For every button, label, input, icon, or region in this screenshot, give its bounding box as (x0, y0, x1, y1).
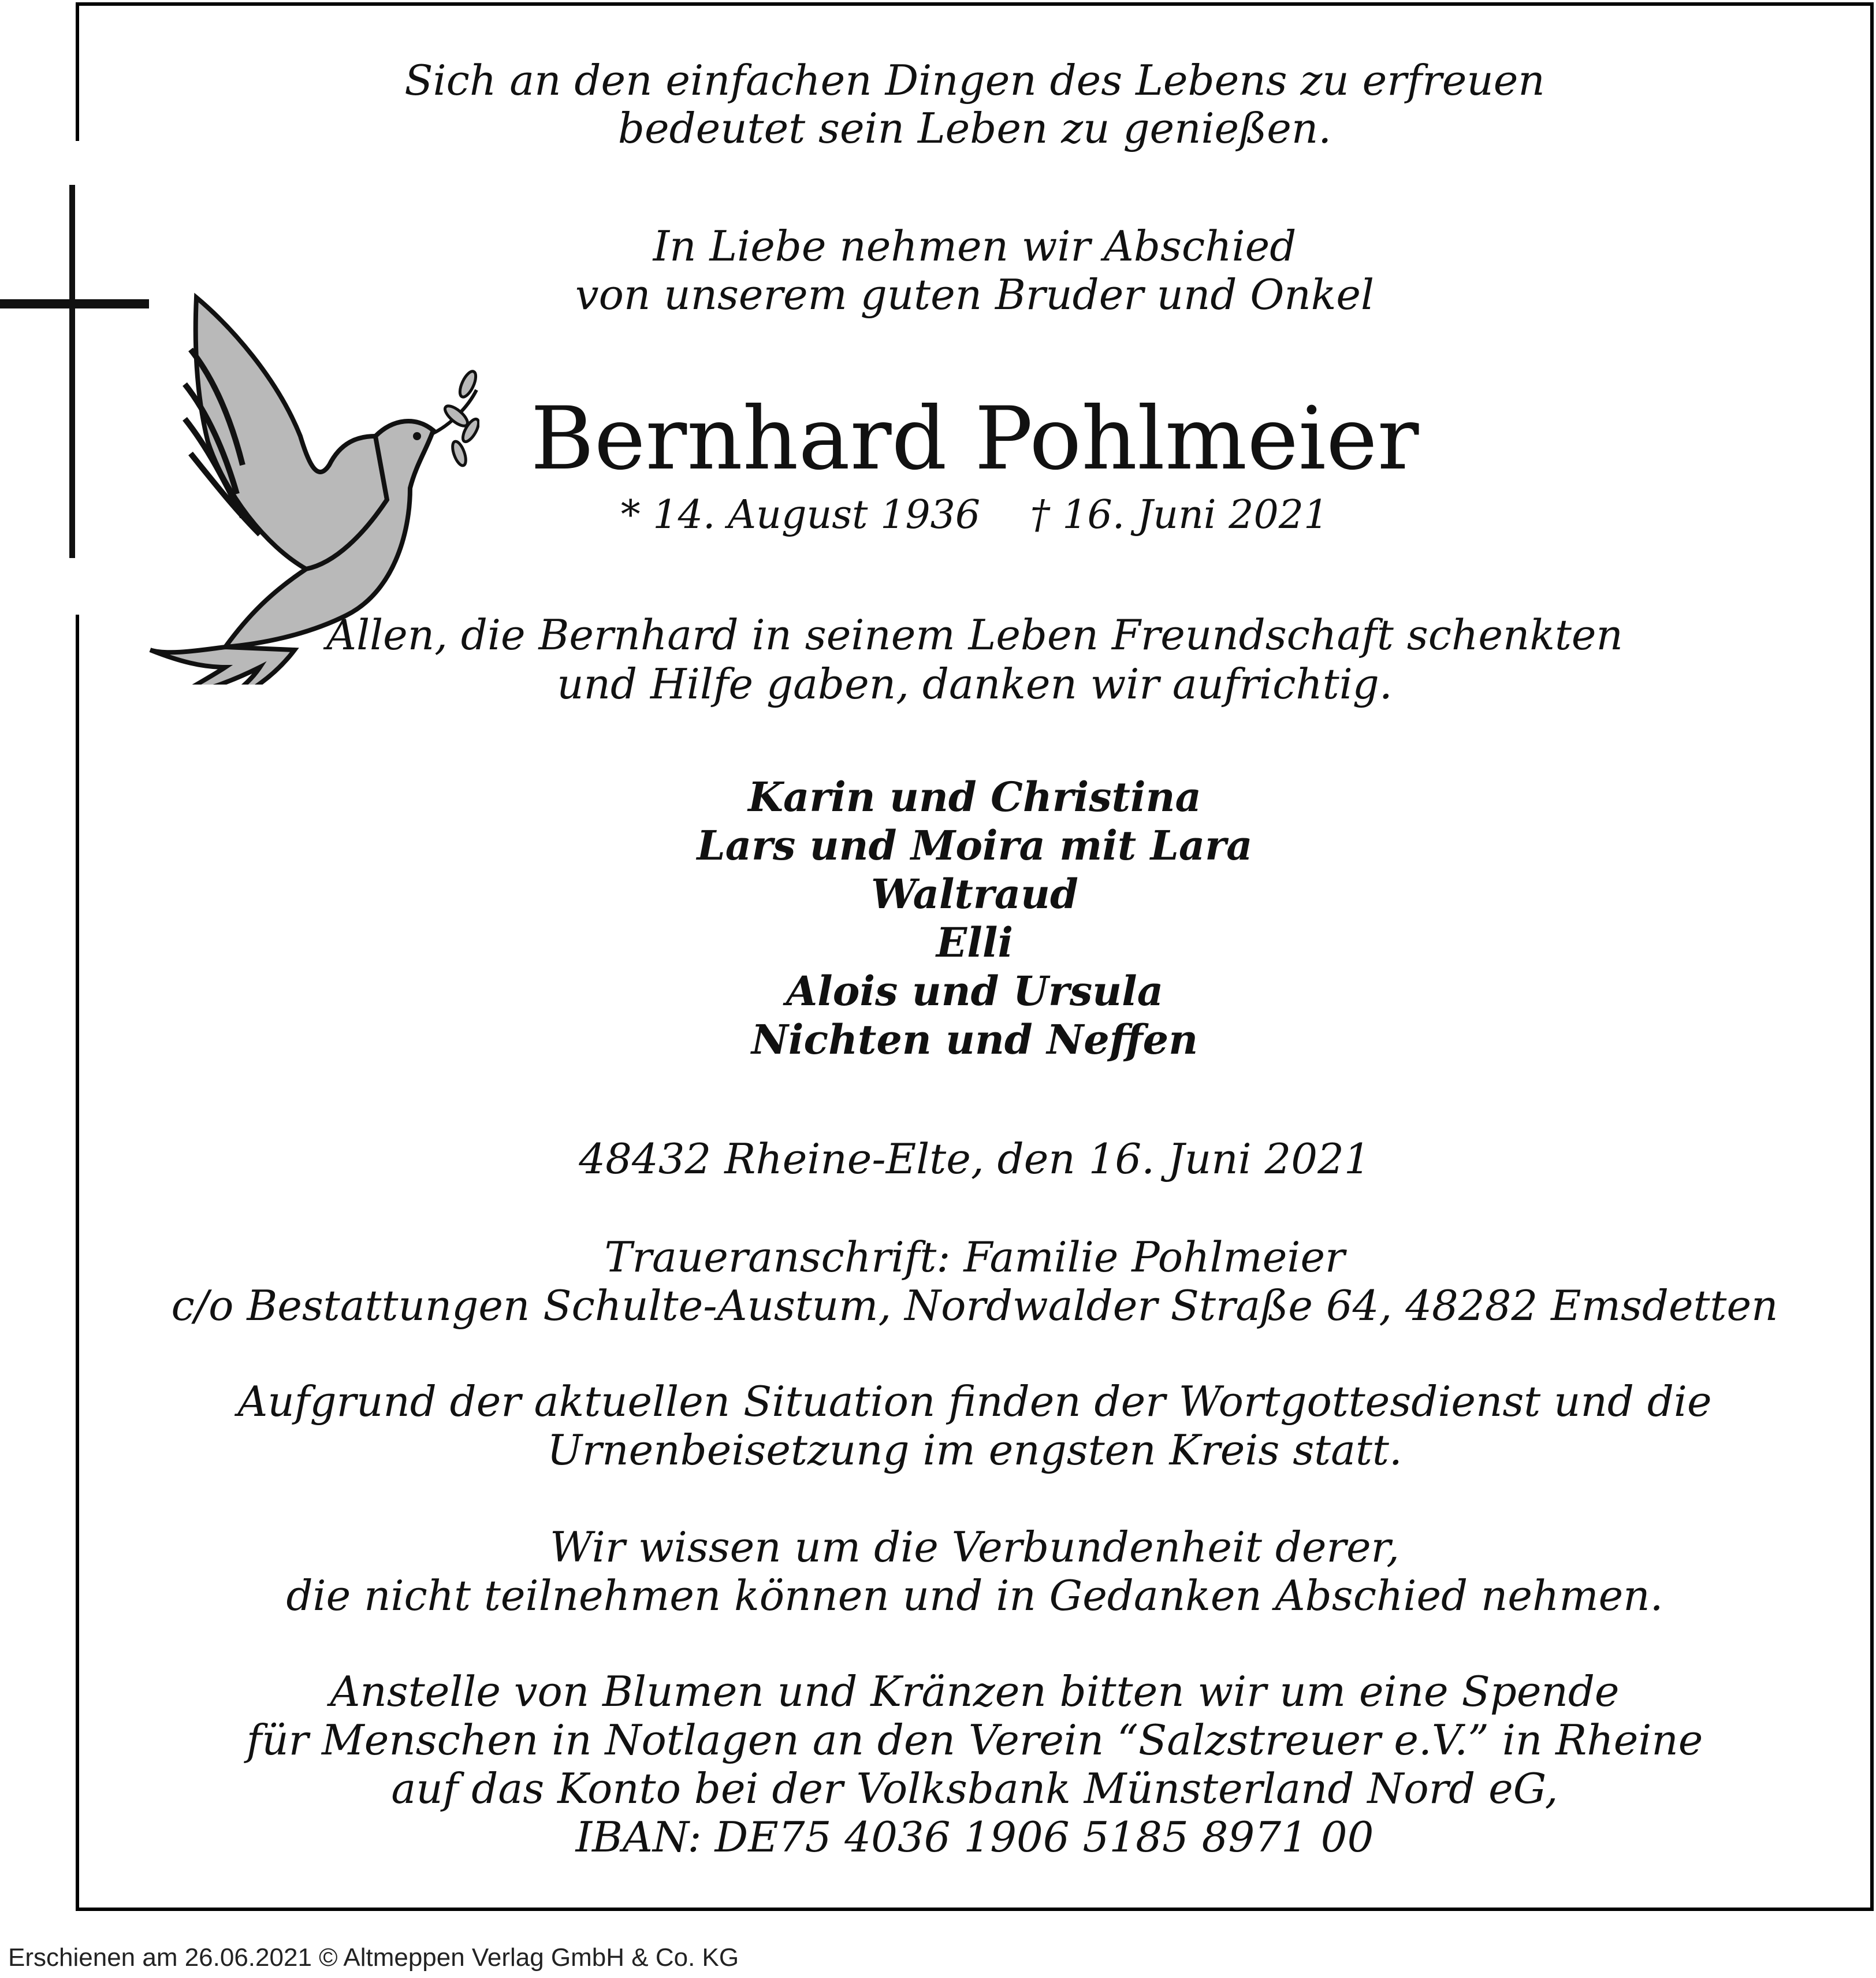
address-line-2: c/o Bestattungen Schulte-Austum, Nordwalder Straße 64, 48282 Emsdetten (171, 1281, 1778, 1330)
iban-line: IBAN: DE75 4036 1906 5185 8971 00 (575, 1813, 1374, 1861)
service-line-2: Urnenbeisetzung im engsten Kreis statt. (547, 1426, 1402, 1474)
mourner-line: Nichten und Neffen (751, 1016, 1198, 1064)
donation-line-3: auf das Konto bei der Volksbank Münsterland Nord eG, (391, 1764, 1558, 1813)
service-line-1: Aufgrund der aktuellen Situation finden der Wortgottesdienst und die (237, 1377, 1712, 1426)
death-date: 16. Juni 2021 (1062, 492, 1329, 538)
frame-top-border (76, 2, 1874, 6)
intro-line-1: In Liebe nehmen wir Abschied (653, 222, 1297, 270)
mourner-line: Elli (936, 919, 1014, 966)
motto-line-2: bedeutet sein Leben zu genießen. (617, 104, 1332, 153)
thanks-line-2: und Hilfe gaben, danken wir aufrichtig. (557, 660, 1393, 708)
cross-vertical-bar (69, 185, 75, 558)
frame-bottom-border (76, 1908, 1874, 1911)
life-dates (79, 492, 1870, 538)
mourner-line: Alois und Ursula (786, 967, 1164, 1015)
mourner-line: Waltraud (871, 870, 1078, 918)
dagger-icon: † (1030, 492, 1050, 538)
solidarity-line-1: Wir wissen um die Verbundenheit derer, (550, 1523, 1399, 1571)
thanks-line-1: Allen, die Bernhard in seinem Leben Freundschaft schenkten (326, 611, 1623, 659)
mourner-line: Lars und Moira mit Lara (697, 821, 1253, 869)
donation-line-2: für Menschen in Notlagen an den Verein “Salzstreuer e.V.” in Rheine (246, 1716, 1703, 1764)
deceased-name: Bernhard Pohlmeier (530, 389, 1419, 489)
mourner-line: Karin und Christina (748, 773, 1201, 821)
frame-right-border (1870, 2, 1874, 1911)
place-date: 48432 Rheine-Elte, den 16. Juni 2021 (579, 1135, 1371, 1183)
publication-footer: Erschienen am 26.06.2021 © Altmeppen Verlag GmbH & Co. KG (8, 1943, 739, 1972)
motto-line-1: Sich an den einfachen Dingen des Lebens zu erfreuen (404, 56, 1545, 105)
solidarity-line-2: die nicht teilnehmen können und in Gedanken Abschied nehmen. (286, 1571, 1663, 1620)
address-line-1: Traueranschrift: Familie Pohlmeier (604, 1233, 1345, 1281)
donation-line-1: Anstelle von Blumen und Kränzen bitten wir um eine Spende (330, 1667, 1620, 1716)
intro-line-2: von unserem guten Bruder und Onkel (575, 270, 1375, 319)
birth-date: * 14. August 1936 (620, 492, 981, 538)
